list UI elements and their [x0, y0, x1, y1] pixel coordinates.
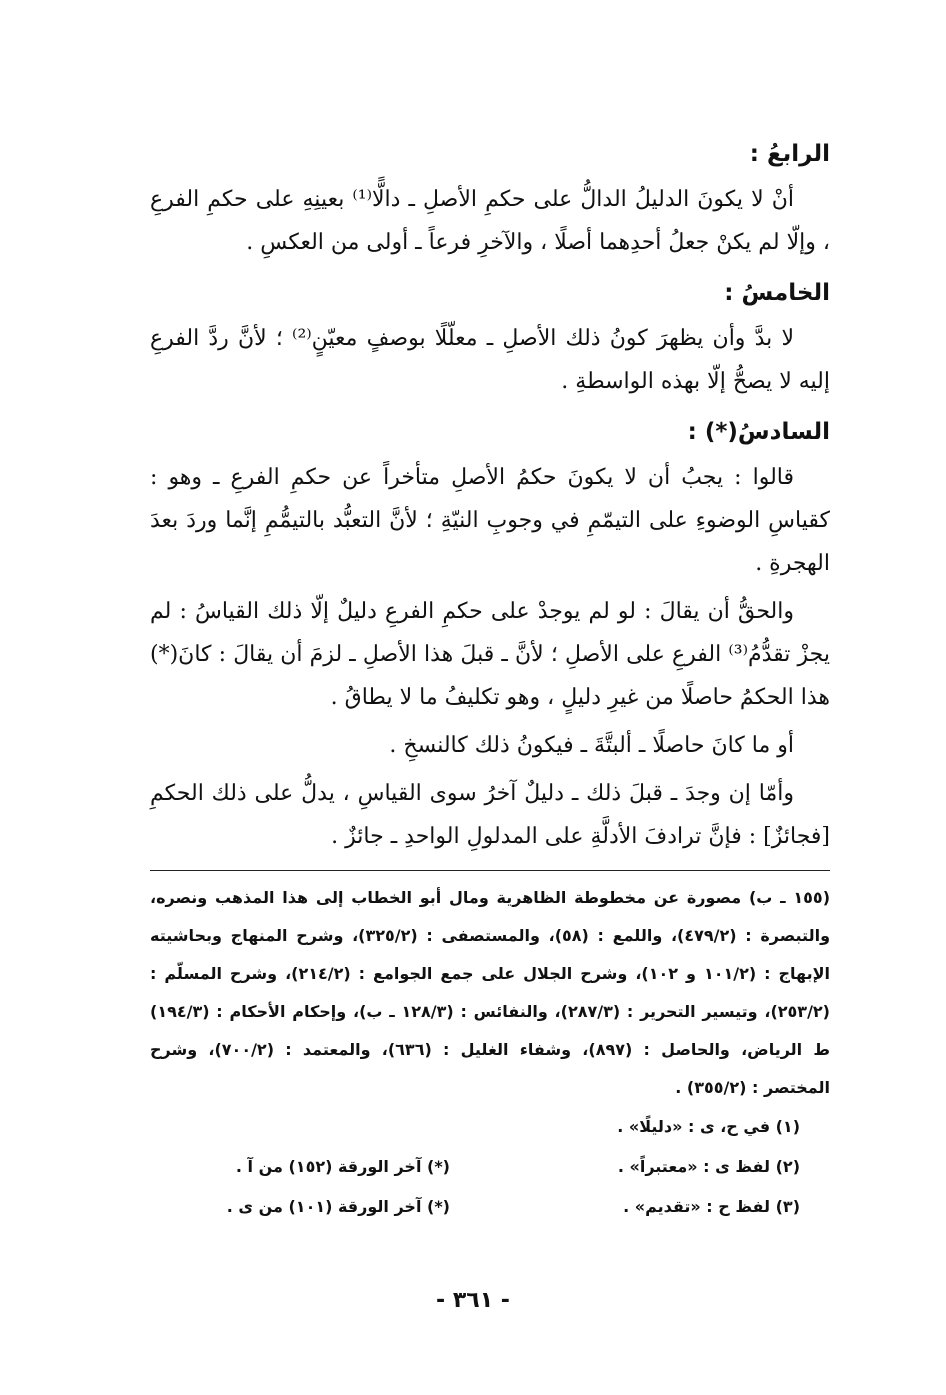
- footnote-3: (٣) لفظ ح : «تقديم» .: [623, 1197, 800, 1216]
- footnote-1: (١) في ح، ى : «دليلًا» .: [617, 1117, 800, 1136]
- footnote-2: (٢) لفظ ى : «معتبراً» .: [617, 1157, 800, 1176]
- page-body: [150, 130, 830, 1227]
- paragraph-fourth: أنْ لا يكونَ الدليلُ الدالُّ على حكمِ الأصلِ ـ دالًّا⁽¹⁾ بعينِهِ على حكمِ الفرعِ ، وإلّا لم يكنْ جعلُ أحدِهما أصلًا ، والآخرِ فرعاً ـ أولى من العكسِ .: [150, 187, 830, 255]
- footnote-empty: [150, 1107, 450, 1147]
- paragraph-sixth-2: والحقُّ أن يقالَ : لو لم يوجدْ على حكمِ الفرعِ دليلٌ إلّا ذلك القياسُ : لم يجزْ تقدُّمُ⁽³⁾ الفرعِ على الأصلِ ؛ لأنَّ ـ قبلَ هذا الأصلِ ـ لزمَ أن يقالَ : كانَ(*) هذا الحكمُ حاصلًا من غيرِ دليلٍ ، وهو تكليفُ ما لا يطاقُ .: [150, 599, 830, 710]
- paragraph-sixth-4: وأمّا إن وجدَ ـ قبلَ ذلك ـ دليلٌ آخرُ سوى القياسِ ، يدلُّ على ذلك الحكمِ [فجائزٌ] : فإنَّ ترادفَ الأدلَّةِ على المدلولِ الواحدِ ـ جائزٌ .: [150, 781, 830, 849]
- section-heading-fifth: الخامسُ :: [724, 280, 830, 306]
- paragraph-sixth-1: قالوا : يجبُ أن لا يكونَ حكمُ الأصلِ متأخراً عن حكمِ الفرعِ ـ وهو : كقياسِ الوضوءِ على التيمّمِ في وجوبِ النيّةِ ؛ لأنَّ التعبُّد بالتيمُّمِ إنَّما وردَ بعدَ الهجرةِ .: [150, 465, 830, 576]
- folio-note-a: (*) آخر الورقة (١٥٢) من آ .: [235, 1157, 450, 1176]
- section-heading-sixth: السادسُ(*) :: [687, 419, 830, 445]
- footnotes: [150, 1107, 800, 1227]
- source-note: (١٥٥ ـ ب) مصورة عن مخطوطة الظاهرية ومال أبو الخطاب إلى هذا المذهب ونصره، والتبصرة : (٤٧٩/٢)، واللمع : (٥٨)، والمستصفى : (٣٢٥/٢)، وشرح المنهاج وبحاشيته الإبهاج : (١٠١/٢ و ١٠٢)، وشرح الجلال على جمع الجوامع : (٢١٤/٢)، وشرح المسلّم : (٢٥٣/٢)، وتيسير التحرير : (٢٨٧/٣)، والنفائس : (١٢٨/٣ ـ ب)، وإحكام الأحكام : (١٩٤/٣) ط الرياض، والحاصل : (٨٩٧)، وشفاء الغليل : (٦٣٦)، والمعتمد : (٧٠٠/٢)، وشرح المختصر : (٣٥٥/٢) .: [150, 888, 831, 1097]
- folio-note-y: (*) آخر الورقة (١٠١) من ى .: [226, 1197, 450, 1216]
- paragraph-fifth: لا بدَّ وأن يظهرَ كونُ ذلك الأصلِ ـ معلّلًا بوصفٍ معيّنٍ⁽²⁾ ؛ لأنَّ ردَّ الفرعِ إليه لا يصحُّ إلّا بهذه الواسطةِ .: [150, 326, 830, 394]
- section-heading-fourth: الرابعُ :: [749, 141, 830, 167]
- footnote-divider: [150, 870, 830, 871]
- paragraph-sixth-3: أو ما كانَ حاصلًا ـ ألبتَّةَ ـ فيكونُ ذلك كالنسخِ .: [389, 733, 794, 758]
- page-number: - ٣٦١ -: [436, 1288, 510, 1313]
